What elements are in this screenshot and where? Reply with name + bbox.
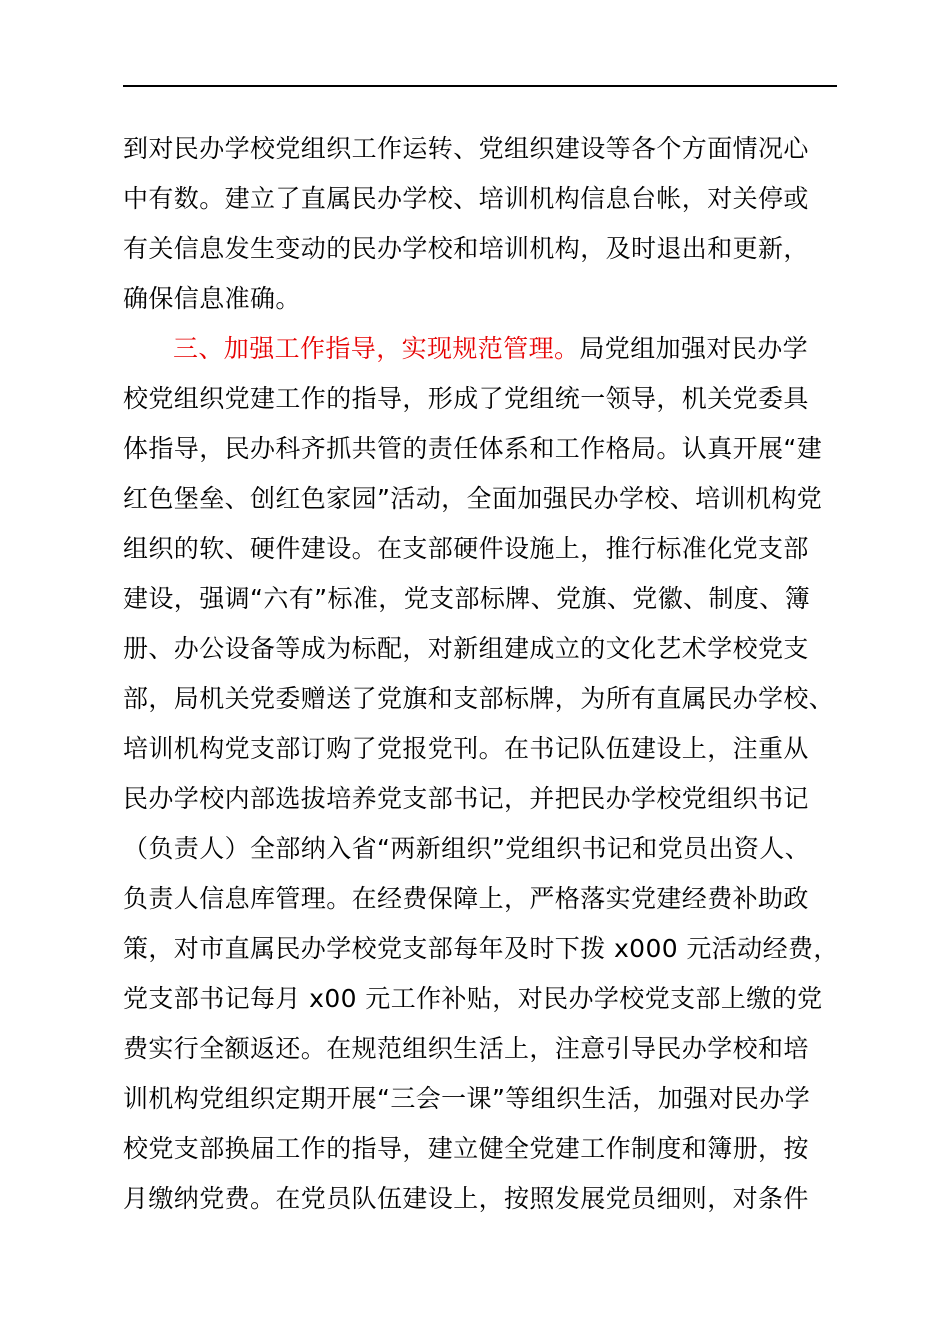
section-3-line: 策，对市直属民办学校党支部每年及时下拨 x000 元活动经费， [123, 934, 839, 963]
section-3-line: 训机构党组织定期开展“三会一课”等组织生活，加强对民办学 [123, 1084, 811, 1113]
paragraph-1-line: 确保信息准确。 [123, 284, 301, 313]
section-3-line: 负责人信息库管理。在经费保障上，严格落实党建经费补助政 [123, 884, 809, 913]
header-rule [123, 85, 837, 87]
section-3-line: 校党组织党建工作的指导，形成了党组统一领导，机关党委具 [123, 384, 809, 413]
section-3-line: 费实行全额返还。在规范组织生活上，注意引导民办学校和培 [123, 1034, 809, 1063]
section-3-line: （负责人）全部纳入省“两新组织”党组织书记和党员出资人、 [123, 834, 811, 863]
section-3-line: 部，局机关党委赠送了党旗和支部标牌，为所有直属民办学校、 [123, 684, 835, 713]
section-3-line: 组织的软、硬件建设。在支部硬件设施上，推行标准化党支部 [123, 534, 809, 563]
paragraph-1-line: 中有数。建立了直属民办学校、培训机构信息台帐，对关停或 [123, 184, 809, 213]
section-3-line: 校党支部换届工作的指导，建立健全党建工作制度和簿册，按 [123, 1134, 809, 1163]
section-3-first-line-text: 局党组加强对民办学 [579, 334, 809, 363]
section-3-first-line [123, 324, 863, 374]
section-3-line: 册、办公设备等成为标配，对新组建成立的文化艺术学校党支 [123, 634, 809, 663]
section-3-line: 红色堡垒、创红色家园”活动，全面加强民办学校、培训机构党 [123, 484, 823, 513]
section-3-heading: 三、加强工作指导，实现规范管理。 [173, 334, 580, 363]
section-3-line: 培训机构党支部订购了党报党刊。在书记队伍建设上，注重从 [123, 734, 809, 763]
section-3-line: 党支部书记每月 x00 元工作补贴，对民办学校党支部上缴的党 [123, 984, 823, 1013]
section-3-line: 体指导，民办科齐抓共管的责任体系和工作格局。认真开展“建 [123, 434, 823, 463]
paragraph-1-line: 到对民办学校党组织工作运转、党组织建设等各个方面情况心 [123, 134, 809, 163]
section-3-line: 民办学校内部选拔培养党支部书记，并把民办学校党组织书记 [123, 784, 809, 813]
document-body [123, 124, 863, 1224]
section-3-line: 月缴纳党费。在党员队伍建设上，按照发展党员细则，对条件 [123, 1184, 809, 1213]
section-3-line: 建设，强调“六有”标准，党支部标牌、党旗、党徽、制度、簿 [123, 584, 811, 613]
paragraph-1-line: 有关信息发生变动的民办学校和培训机构，及时退出和更新， [123, 234, 809, 263]
